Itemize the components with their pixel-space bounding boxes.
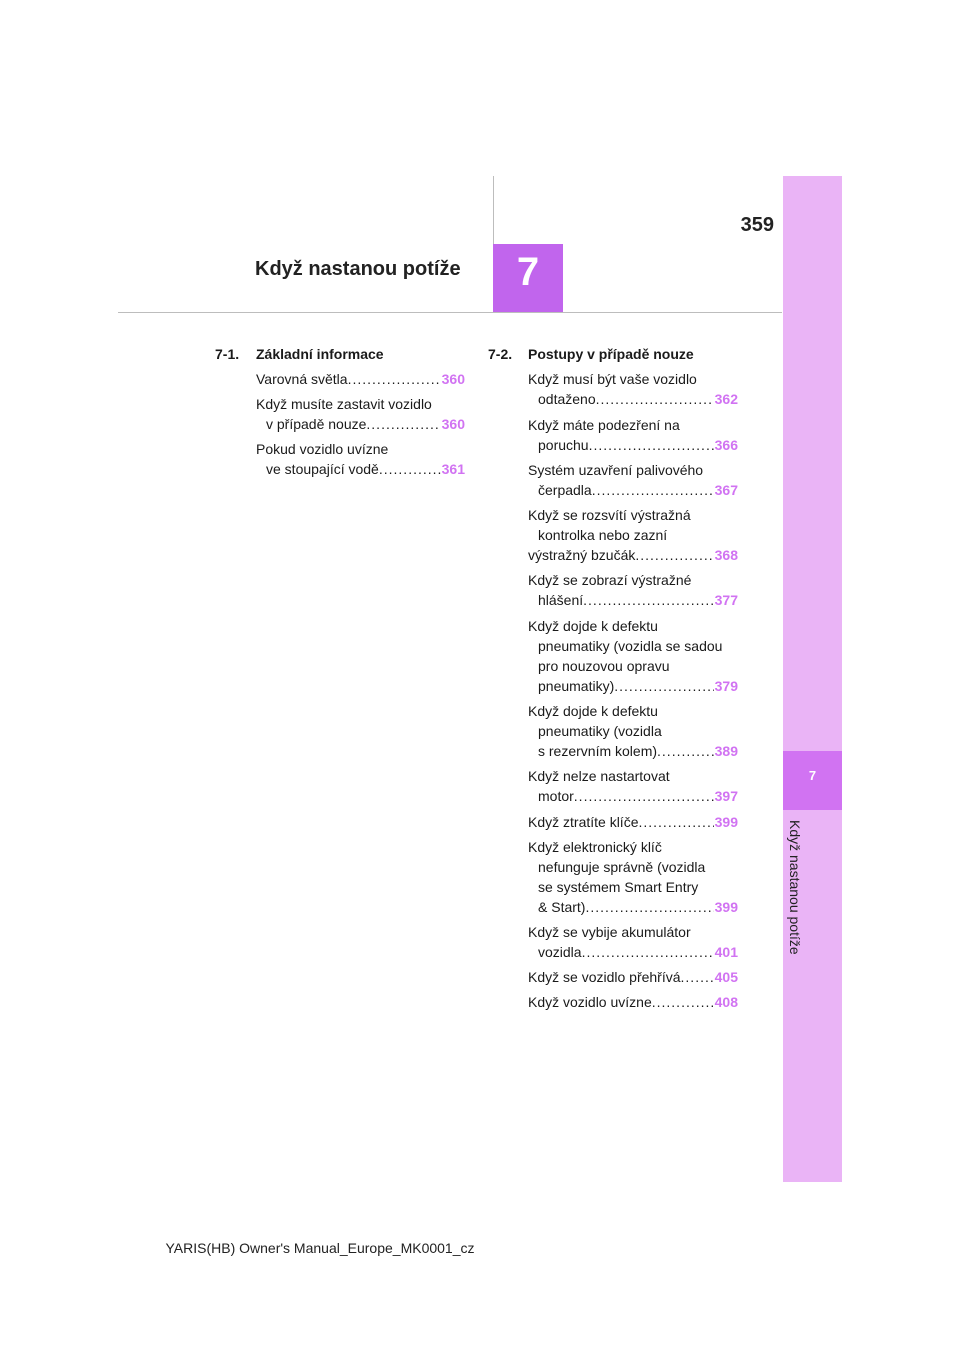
section-number: 7-2.: [488, 346, 513, 362]
footer-manual-id: YARIS(HB) Owner's Manual_Europe_MK0001_cz: [165, 1240, 475, 1256]
toc-entry-text: v případě nouze: [266, 416, 367, 432]
toc-leader-dots: [582, 942, 714, 962]
section-number: 7-1.: [215, 346, 240, 362]
section-title: Postupy v případě nouze: [528, 346, 694, 362]
toc-entry[interactable]: [528, 922, 738, 962]
toc-entry-text: Když se vybije akumulátor: [528, 924, 691, 940]
toc-page-link[interactable]: 379: [714, 678, 738, 694]
toc-entry-text: ve stoupající vodě: [266, 461, 379, 477]
toc-leader-dots: [592, 480, 714, 500]
toc-leader-dots: [635, 545, 713, 565]
toc-page-link[interactable]: 360: [441, 416, 465, 432]
toc-entry-text: Když dojde k defektu: [528, 703, 658, 719]
toc-page-link[interactable]: 362: [714, 391, 738, 407]
toc-entry-text: s rezervním kolem): [538, 743, 658, 759]
toc-entry-text: Když se vozidlo přehřívá: [528, 969, 681, 985]
toc-page-link[interactable]: 361: [441, 461, 465, 477]
toc-page-link[interactable]: 368: [714, 547, 738, 563]
toc-entry-text: Když elektronický klíč: [528, 839, 662, 855]
toc-page-link[interactable]: 399: [714, 899, 738, 915]
toc-entry-text: Když se zobrazí výstražné: [528, 572, 692, 588]
toc-entry[interactable]: [528, 812, 738, 832]
toc-entry-text: Když máte podezření na: [528, 417, 680, 433]
toc-entry-text: Pokud vozidlo uvízne: [256, 441, 389, 457]
toc-leader-dots: [614, 676, 713, 696]
toc-leader-dots: [366, 414, 440, 434]
chapter-number: 7: [516, 250, 540, 294]
toc-entry-text: vozidla: [538, 944, 582, 960]
toc-page-link[interactable]: 408: [714, 994, 738, 1010]
page-number: 359: [740, 214, 774, 236]
toc-page-link[interactable]: 405: [714, 969, 738, 985]
toc-entry-text: Když dojde k defektu: [528, 618, 658, 634]
toc-page-link[interactable]: 367: [714, 482, 738, 498]
toc-entry-text: Když se rozsvítí výstražná: [528, 507, 691, 523]
toc-entry-text: hlášení: [538, 592, 584, 608]
toc-leader-dots: [652, 992, 714, 1012]
toc-leader-dots: [638, 812, 713, 832]
toc-entry-text: Když musí být vaše vozidlo: [528, 371, 697, 387]
header-divider: [118, 312, 782, 313]
toc-page-link[interactable]: 377: [714, 592, 738, 608]
toc-entry-text: pneumatiky (vozidla se sadou: [538, 638, 723, 654]
sidebar-chapter-label: Když nastanou potíže: [787, 820, 803, 955]
toc-entry-text: odtaženo: [538, 391, 596, 407]
toc-leader-dots: [583, 590, 713, 610]
toc-entry-text: Systém uzavření palivového: [528, 462, 704, 478]
toc-entry-text: se systémem Smart Entry: [538, 879, 699, 895]
toc-entry-text: & Start): [538, 899, 586, 915]
toc-entry-text: pneumatiky): [538, 678, 615, 694]
toc-entry[interactable]: [528, 766, 738, 806]
header-divider-vertical: [493, 176, 494, 244]
toc-entry[interactable]: [528, 460, 738, 500]
toc-entry-text: čerpadla: [538, 482, 592, 498]
toc-entry-text: nefunguje správně (vozidla: [538, 859, 706, 875]
toc-entry[interactable]: [528, 616, 738, 696]
toc-entry[interactable]: [528, 701, 738, 761]
toc-entry[interactable]: [256, 394, 465, 434]
toc-leader-dots: [379, 459, 441, 479]
toc-page-link[interactable]: 366: [714, 437, 738, 453]
toc-entry-text: Když nelze nastartovat: [528, 768, 670, 784]
sidebar-chapter-number: 7: [808, 768, 817, 783]
toc-leader-dots: [574, 786, 714, 806]
toc-page-link[interactable]: 397: [714, 788, 738, 804]
toc-page-link[interactable]: 401: [714, 944, 738, 960]
toc-entry[interactable]: [528, 570, 738, 610]
toc-leader-dots: [596, 389, 714, 409]
section-title: Základní informace: [256, 346, 384, 362]
toc-leader-dots: [589, 435, 714, 455]
toc-entry-text: poruchu: [538, 437, 589, 453]
toc-page-link[interactable]: 389: [714, 743, 738, 759]
toc-entry-text: Když musíte zastavit vozidlo: [256, 396, 432, 412]
chapter-sidebar: [783, 176, 842, 1182]
toc-entry-text: pro nouzovou opravu: [538, 658, 670, 674]
toc-page-link[interactable]: 399: [714, 814, 738, 830]
toc-entry[interactable]: [528, 369, 738, 409]
toc-entry[interactable]: [528, 505, 738, 565]
toc-leader-dots: [657, 741, 714, 761]
toc-leader-dots: [585, 897, 713, 917]
toc-leader-dots: [348, 369, 441, 389]
toc-entry-text: Varovná světla: [256, 371, 348, 387]
toc-entry[interactable]: [528, 837, 738, 917]
toc-entry[interactable]: [528, 415, 738, 455]
toc-leader-dots: [681, 967, 714, 987]
toc-page-link[interactable]: 360: [441, 371, 465, 387]
toc-entry-text: motor: [538, 788, 574, 804]
toc-entry-text: kontrolka nebo zazní: [538, 527, 668, 543]
toc-entry-text: Když vozidlo uvízne: [528, 994, 652, 1010]
toc-entry-text: Když ztratíte klíče: [528, 814, 639, 830]
chapter-title: Když nastanou potíže: [255, 258, 461, 280]
toc-entry-text: výstražný bzučák: [528, 547, 636, 563]
toc-entry[interactable]: [528, 992, 738, 1012]
toc-entry-text: pneumatiky (vozidla: [538, 723, 662, 739]
toc-entry[interactable]: [256, 439, 465, 479]
toc-entry[interactable]: [528, 967, 738, 987]
toc-entry[interactable]: [256, 369, 465, 389]
